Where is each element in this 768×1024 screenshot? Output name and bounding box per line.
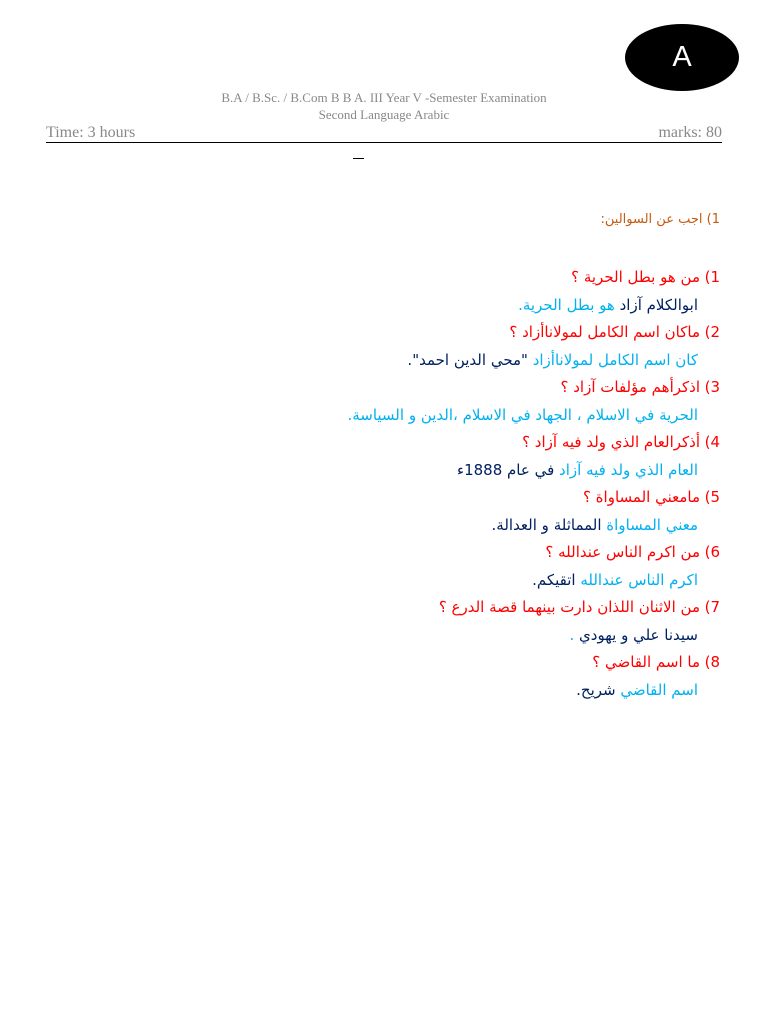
answer-segment: اتقيكم. — [532, 570, 576, 589]
answer-5 — [80, 512, 720, 540]
question-8 — [80, 649, 720, 677]
question-number: 7) — [704, 598, 720, 616]
question-4 — [80, 429, 720, 457]
question-text: اذكرأهم مؤلفات آزاد ؟ — [560, 378, 700, 396]
exam-meta-row — [46, 124, 722, 143]
question-3 — [80, 374, 720, 402]
answer-segment: المماثلة و العدالة. — [491, 515, 602, 534]
question-text: أذكرالعام الذي ولد فيه آزاد ؟ — [522, 433, 700, 451]
answer-3 — [80, 402, 720, 430]
answer-8 — [80, 677, 720, 705]
question-1 — [80, 264, 720, 292]
question-7 — [80, 594, 720, 622]
question-number: 1) — [704, 268, 720, 286]
answer-6 — [80, 567, 720, 595]
answer-segment: شريح. — [576, 680, 616, 699]
question-number: 3) — [704, 378, 720, 396]
question-text: من هو بطل الحرية ؟ — [571, 268, 700, 286]
answer-segment: في عام 1888ء — [457, 460, 555, 479]
question-text: ما اسم القاضي ؟ — [592, 653, 700, 671]
time-label: Time: 3 hours — [46, 124, 136, 141]
question-number: 8) — [704, 653, 720, 671]
answer-segment: ابوالكلام آزاد — [619, 295, 698, 314]
answer-7 — [80, 622, 720, 650]
question-2 — [80, 319, 720, 347]
question-text: ماكان اسم الكامل لمولاناأزاد ؟ — [509, 323, 700, 341]
question-text: من الاثنان اللذان دارت بينهما قصة الدرع ؟ — [438, 598, 700, 616]
answer-segment: الحرية في الاسلام ، الجهاد في الاسلام ،الدين و السياسة. — [347, 405, 698, 424]
answer-4 — [80, 457, 720, 485]
question-5 — [80, 484, 720, 512]
divider-dash — [353, 158, 364, 159]
answer-segment: اسم القاضي — [615, 680, 698, 699]
question-number: 4) — [704, 433, 720, 451]
marks-label: marks: 80 — [658, 124, 722, 141]
answer-segment: "محي الدين احمد". — [407, 350, 528, 369]
exam-subtitle: Second Language Arabic — [318, 107, 450, 122]
question-text: من اكرم الناس عندالله ؟ — [545, 543, 700, 561]
answer-segment: معني المساواة — [601, 515, 698, 534]
question-number: 6) — [704, 543, 720, 561]
answer-segment: . — [569, 625, 575, 644]
exam-title: B.A / B.Sc. / B.Com B B A. III Year V -Semester Examination — [221, 90, 547, 105]
answer-segment: اكرم الناس عندالله — [575, 570, 698, 589]
answer-segment: سيدنا علي و يهودي — [574, 625, 698, 644]
answer-segment: كان اسم الكامل لمولاناأزاد — [527, 350, 698, 369]
question-text: مامعني المساواة ؟ — [582, 488, 700, 506]
question-6 — [80, 539, 720, 567]
question-number: 2) — [704, 323, 720, 341]
question-number: 5) — [704, 488, 720, 506]
answer-segment: هو بطل الحرية. — [518, 295, 620, 314]
section-instruction: 1) اجب عن السوالين: — [600, 212, 720, 227]
answer-1 — [80, 292, 720, 320]
version-badge — [625, 24, 739, 91]
question-answer-list — [80, 264, 720, 704]
answer-2 — [80, 347, 720, 375]
answer-segment: العام الذي ولد فيه آزاد — [554, 460, 698, 479]
version-letter: A — [672, 41, 692, 73]
